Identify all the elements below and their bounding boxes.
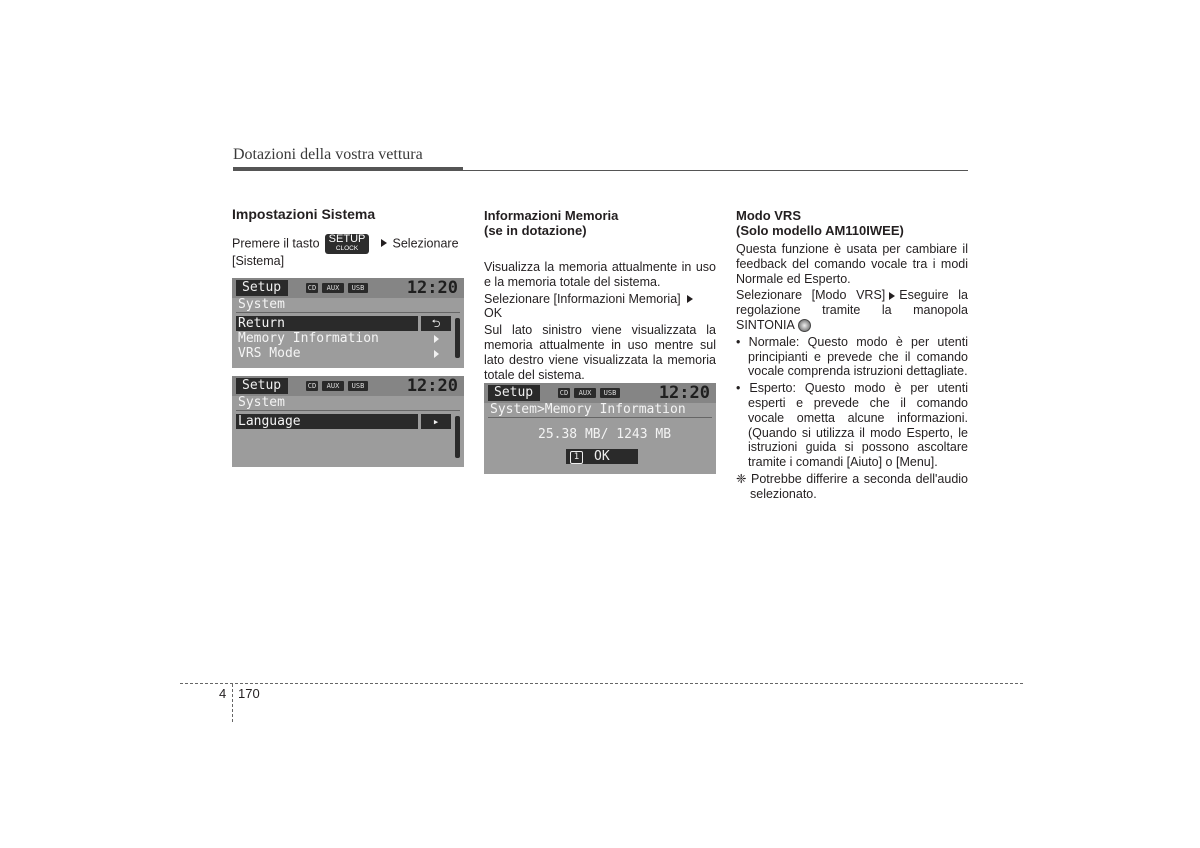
instruction-end: [Sistema]	[232, 253, 285, 268]
screen-language-menu	[232, 376, 464, 467]
arrow-right-icon	[381, 239, 387, 247]
chevron-right-icon	[434, 335, 439, 343]
arrow-right-icon	[889, 292, 895, 300]
usb-badge: USB	[348, 283, 368, 293]
list-item: • Normale: Questo modo è per utenti principianti e prevede che il comando vocale comprenda istruzioni dettagliate.	[736, 334, 968, 379]
footer-divider	[232, 684, 233, 722]
cd-badge: CD	[307, 382, 317, 390]
screen-title: System	[238, 297, 285, 312]
screen-clock: 12:20	[406, 376, 458, 396]
screen-clock: 12:20	[406, 278, 458, 298]
instruction-after: OK	[484, 306, 503, 321]
menu-item-return[interactable]: Return	[238, 316, 285, 331]
instruction-before: Selezionare [Modo VRS]	[736, 288, 886, 303]
footer-rule	[180, 683, 1023, 684]
footnote: ❈ Potrebbe differire a seconda dell'audio selezionato.	[736, 471, 968, 501]
instruction-after: Eseguire la regolazione tramite la manopola SINTONIA	[736, 288, 968, 332]
instruction-text	[736, 288, 968, 332]
screen-topbar	[232, 376, 464, 396]
key-label-top: SETUP	[328, 232, 366, 245]
screen-system-menu	[232, 278, 464, 368]
menu-item-vrs-mode[interactable]: VRS Mode	[238, 346, 301, 361]
screen-tab: Setup	[236, 378, 288, 394]
paragraph: Questa funzione è usata per cambiare il feedback del comando vocale tra i modi Normale ed Esperto.	[736, 242, 968, 286]
section-heading: Modo VRS	[736, 208, 801, 223]
chevron-right-icon	[434, 350, 439, 358]
ok-button[interactable]	[566, 449, 638, 464]
usb-badge: USB	[348, 381, 368, 391]
section-heading: Impostazioni Sistema	[232, 206, 376, 222]
column-memory-info	[484, 208, 716, 384]
chapter-number: 4	[219, 686, 227, 701]
screen-title: System	[238, 395, 285, 410]
screen-title: System>Memory Information	[490, 402, 686, 417]
screen-divider	[488, 417, 712, 418]
instruction-before: Premere il tasto	[232, 236, 320, 251]
page-header-title: Dotazioni della vostra vettura	[233, 146, 423, 163]
instruction-text	[232, 234, 464, 269]
screen-clock: 12:20	[658, 383, 710, 403]
header-rule-accent	[233, 167, 463, 171]
menu-item-language[interactable]: Language	[238, 414, 301, 429]
screen-topbar	[232, 278, 464, 298]
usb-badge: USB	[600, 388, 620, 398]
paragraph: Sul lato sinistro viene visualizzata la memoria attualmente in uso mentre sul lato destro viene visualizzata la memoria totale del sistema.	[484, 323, 716, 382]
screen-topbar	[484, 383, 716, 403]
section-subheading: (se in dotazione)	[484, 223, 587, 238]
section-heading: Informazioni Memoria	[484, 208, 619, 223]
ok-label: OK	[594, 449, 610, 464]
setup-clock-key-icon	[325, 234, 369, 254]
chevron-right-icon: ▸	[421, 414, 451, 429]
aux-badge: AUX	[322, 381, 344, 391]
screen-divider	[236, 410, 460, 411]
screen-tab: Setup	[488, 385, 540, 401]
cd-badge: CD	[307, 284, 317, 292]
arrow-right-icon	[687, 295, 693, 303]
column-vrs-mode	[736, 208, 968, 504]
scrollbar[interactable]	[455, 416, 460, 458]
section-subheading: (Solo modello AM110IWEE)	[736, 223, 904, 238]
ok-number-badge: 1	[570, 451, 583, 464]
scrollbar[interactable]	[455, 318, 460, 358]
instruction-before: Selezionare [Informazioni Memoria]	[484, 291, 681, 306]
aux-badge: AUX	[322, 283, 344, 293]
column-system-settings	[232, 207, 464, 271]
paragraph: Visualizza la memoria attualmente in uso e la memoria totale del sistema.	[484, 260, 716, 289]
screen-divider	[236, 312, 460, 313]
screen-memory-information	[484, 383, 716, 474]
instruction-after: Selezionare	[392, 236, 459, 251]
key-label-bottom: CLOCK	[335, 244, 359, 252]
screen-tab: Setup	[236, 280, 288, 296]
return-icon: ⮌	[421, 316, 451, 331]
aux-badge: AUX	[574, 388, 596, 398]
instruction-text	[484, 292, 716, 322]
page-number: 170	[238, 686, 260, 701]
list-item: • Esperto: Questo modo è per utenti esperti e prevede che il comando vocale ometta alcune informazioni. (Quando si utilizza il modo Esperto, le istruzioni guida si possono ascoltare tramite i comandi [Aiuto] o [Menu].	[736, 381, 968, 470]
menu-item-memory-information[interactable]: Memory Information	[238, 331, 379, 346]
tune-knob-icon	[798, 319, 811, 332]
cd-badge: CD	[559, 389, 569, 397]
memory-usage-value: 25.38 MB/ 1243 MB	[538, 427, 672, 442]
